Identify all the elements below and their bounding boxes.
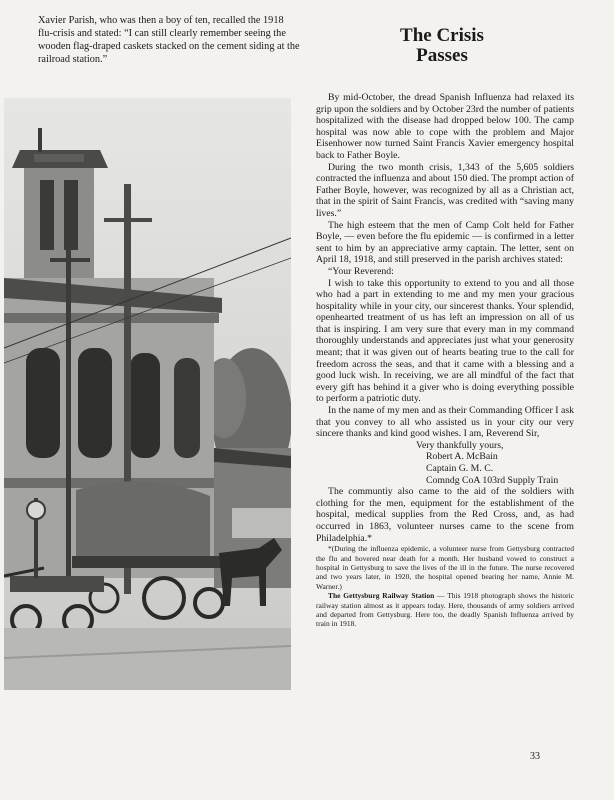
letter-paragraph-1: I wish to take this opportunity to extend to you and all those who had a part in extending to me and my men your gracious hospitality while in your city, our sincerest thanks. Your splendid, openhearted treatment of us has left an impression on all of us that is inspiring. I am very sure that every man in my command thoroughly understands and appreciates just what your generosity meant; that it was given out of hearts beating true to the call for freedom across the seas, and that it came with a blessing and a good luck wish. In receiving, we are all mindful of the fact that every gift has behind it a giver who is doing everything possible to perform a patriotic duty.	[316, 277, 574, 405]
paragraph-3: The high esteem that the men of Camp Colt held for Father Boyle, — even before the flu epidemic — is confirmed in a letter sent to him by an appreciative army captain. The letter, sent on April 18, 1918, and still preserved in the parish archives stated:	[316, 219, 574, 266]
paragraph-1: By mid-October, the dread Spanish Influenza had relaxed its grip upon the soldiers and by October 23rd the number of patients hospitalized with the disease had dropped below 100. The camp hospital was now able to cope with the problem and Major Eisenhower now turned Saint Francis Xavier emergency hospital back to Father Boyle.	[316, 92, 574, 161]
signature-name: Robert A. McBain	[426, 451, 498, 463]
letter-signature	[316, 440, 574, 486]
signature-unit: Comndg CoA 103rd Supply Train	[426, 474, 559, 486]
photo-caption	[316, 591, 574, 629]
caption-title: The Gettysburg Railway Station	[328, 591, 435, 601]
title-line-1: The Crisis	[400, 25, 484, 46]
section-title	[372, 26, 512, 66]
closing-paragraph: The communtiy also came to the aid of the soldiers with clothing for the men, equipment for the establishment of the hospital, medical supplies from the Red Cross, and, as had occurred in 1863, volunteer nurses came to the scene from Philadelphia.*	[316, 486, 574, 544]
page-number: 33	[530, 751, 540, 762]
footnote: *(During the influenza epidemic, a volunteer nurse from Gettysburg contracted the flu and hovered near death for a month. Her husband vowed to construct a hospital in Gettysburg to save the lives of the ill in the future. The nurse recovered and two years later, in 1920, the hospital opened bearing her name, Annie M. Warner.)	[316, 544, 574, 591]
title-line-2: Passes	[416, 45, 468, 66]
railway-station-photo	[4, 98, 291, 690]
pull-quote: Xavier Parish, who was then a boy of ten, recalled the 1918 flu-crisis and stated: “I can still clearly remember seeing the wooden flag-draped caskets stacked on the cement siding at the railroad station.”	[38, 15, 300, 65]
letter-salutation: “Your Reverend:	[328, 265, 394, 277]
caption-text: — This 1918 photograph shows the historic railway station almost as it appears today. Here, thousands of army soldiers arrived and departed from Gettysburg. Here too, the deadly Spanish Influenza arrived by train in 1918.	[316, 591, 574, 629]
letter-paragraph-2: In the name of my men and as their Commanding Officer I ask that you convey to all who assisted us in your city our very sincere thanks and kind good wishes. I am, Reverend Sir,	[316, 405, 574, 440]
signature-rank: Captain G. M. C.	[426, 463, 494, 474]
signature-closing: Very thankfully yours,	[416, 439, 504, 451]
paragraph-2: During the two month crisis, 1,343 of the 5,605 soldiers contracted the influenza and about 150 died. The prompt action of Father Boyle, however, was recognized by all as a Christian act, that in the spirit of Saint Francis, was credited with “saving many lives.”	[316, 161, 574, 219]
article-body	[316, 92, 574, 629]
